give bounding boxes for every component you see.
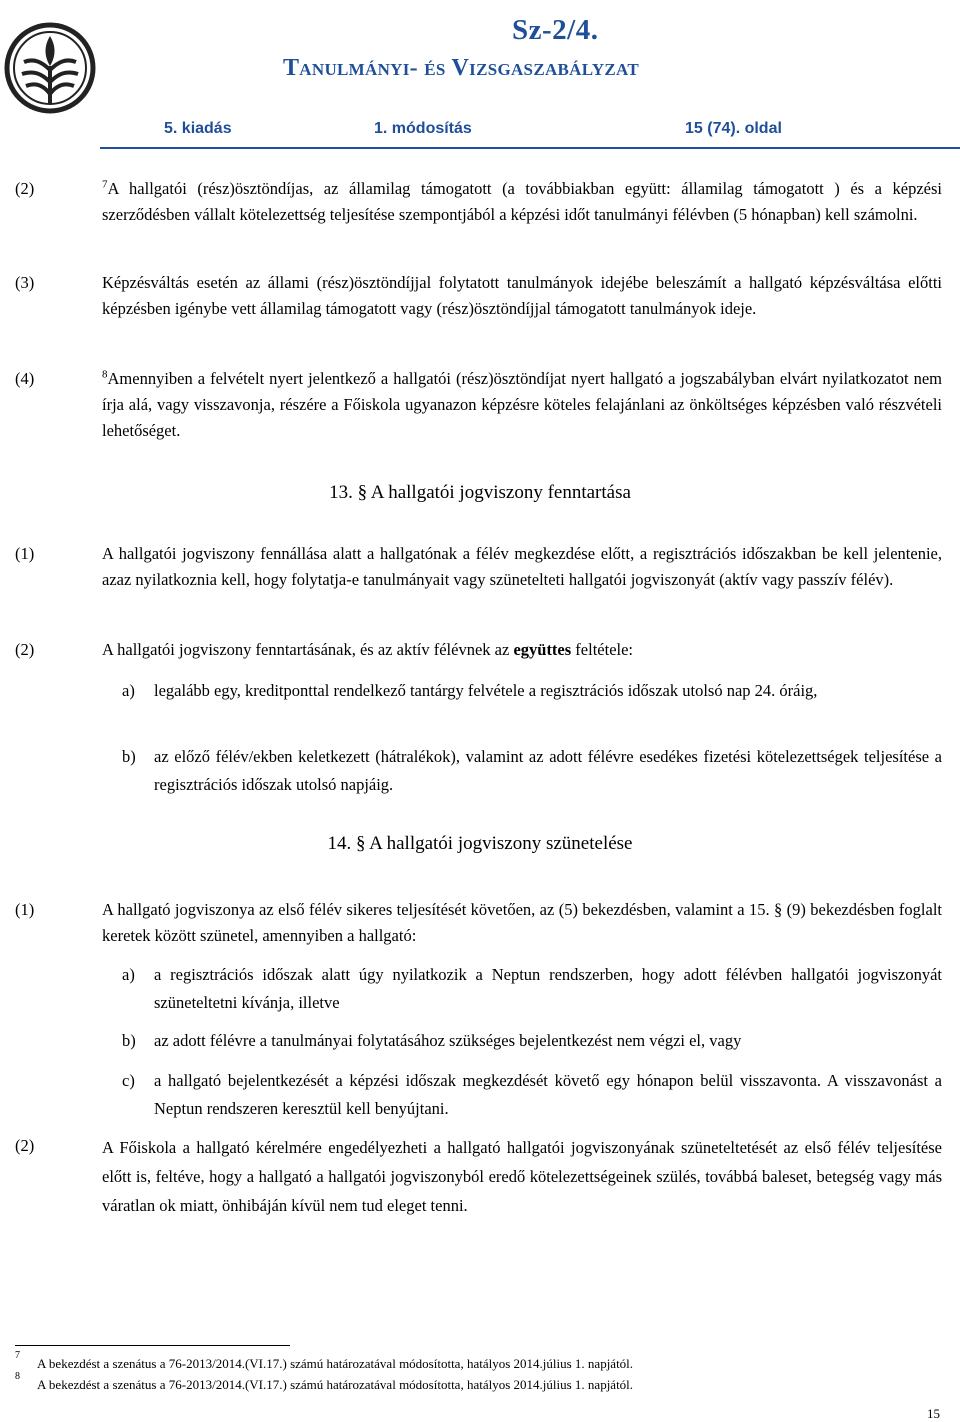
item-text: a regisztrációs időszak alatt úgy nyilatkozik a Neptun rendszerben, hogy adott félévben hallgatói jogviszonyát szüneteltetni kívánja, illetve — [154, 965, 942, 1012]
footnote-text: A bekezdést a szenátus a 76-2013/2014.(VI.17.) számú határozatával módosította, hatályos 2014.július 1. napjától. — [37, 1377, 634, 1392]
paragraph-text: Amennyiben a felvételt nyert jelentkező a hallgatói (rész)ösztöndíjat nyert hallgató a jogszabályban elvárt nyilatkozatot nem írja alá, vagy visszavonja, részére a Főiskola ugyanazon képzésre köteles felajánlani az önköltséges képzésben való részvételi lehetőséget. — [102, 369, 942, 440]
paragraph-number: (2) — [15, 640, 35, 659]
page-number: 15 — [927, 1406, 940, 1421]
s13-paragraph-1 — [15, 541, 942, 593]
s13-item-b — [122, 743, 942, 799]
s14-item-b — [122, 1027, 942, 1055]
paragraph-number: (1) — [15, 544, 35, 563]
emphasis-text: együttes — [513, 640, 572, 659]
item-label: c) — [122, 1071, 135, 1090]
paragraph-text: A Főiskola a hallgató kérelmére engedélyezheti a hallgató hallgatói jogviszonyának szüneteltetését az első félév teljesítése előtt is, feltéve, hogy a hallgató a hallgatói jogviszonyból eredő kötelezettségeinek szülés, továbbá baleset, betegség vagy más váratlan ok miatt, önhibáján kívül nem tud eleget tenni. — [102, 1138, 942, 1215]
s14-item-a — [122, 961, 942, 1017]
item-text: az adott félévre a tanulmányai folytatásához szükséges bejelentkezést nem végzi el, vagy — [154, 1031, 742, 1050]
item-label: b) — [122, 1031, 136, 1050]
page-reference: 15 (74). oldal — [685, 120, 782, 137]
item-label: a) — [122, 681, 135, 700]
paragraph-number: (4) — [15, 369, 35, 388]
document-code: Sz-2/4. — [512, 14, 599, 46]
footnote-ref: 8 — [102, 368, 108, 381]
paragraph-number: (3) — [15, 273, 35, 292]
paragraph-text: Képzésváltás esetén az állami (rész)ösztöndíjjal folytatott tanulmányok idejébe beleszámít a hallgató képzésváltása előtti képzésben igénybe vett államilag támogatott vagy (rész)ösztöndíjjal támogatott tanulmányok ideje. — [102, 273, 942, 318]
s14-item-c — [122, 1067, 942, 1123]
s14-paragraph-2 — [15, 1133, 942, 1220]
section-13-heading: 13. § A hallgatói jogviszony fenntartása — [329, 482, 631, 503]
item-text: legalább egy, kreditponttal rendelkező tantárgy felvétele a regisztrációs időszak utolsó nap 24. óráig, — [154, 681, 818, 700]
paragraph-text: A hallgatói (rész)ösztöndíjas, az államilag támogatott (a továbbiakban együtt: államilag támogatott ) és a képzési szerződésben vállalt kötelezettség teljesítése szempontjából a képzési időt tanulmányi félévben (5 hónapban) kell számolni. — [102, 179, 942, 224]
paragraph-4 — [15, 366, 942, 444]
paragraph-number: (1) — [15, 900, 35, 919]
paragraph-text-end: feltétele: — [571, 640, 634, 659]
footnote-text: A bekezdést a szenátus a 76-2013/2014.(VI.17.) számú határozatával módosította, hatályos 2014.július 1. napjától. — [37, 1356, 634, 1371]
item-text: az előző félév/ekben keletkezett (hátralékok), valamint az adott félévre esedékes fizetési kötelezettségek teljesítése a regisztrációs időszak utolsó napjáig. — [154, 747, 942, 794]
s13-item-a — [122, 677, 942, 705]
header-rule — [100, 147, 960, 149]
footnote-ref: 7 — [102, 178, 108, 191]
paragraph-3 — [15, 270, 942, 322]
footnote-number: 8 — [15, 1371, 20, 1382]
section-14-heading: 14. § A hallgatói jogviszony szünetelése — [327, 833, 633, 854]
paragraph-2 — [15, 176, 942, 228]
paragraph-number: (2) — [15, 179, 35, 198]
paragraph-number: (2) — [15, 1136, 35, 1155]
paragraph-text: A hallgató jogviszonya az első félév sikeres teljesítését követően, az (5) bekezdésben, valamint a 15. § (9) bekezdésben foglalt keretek között szünetel, amennyiben a hallgató: — [102, 900, 942, 945]
paragraph-text: A hallgatói jogviszony fennállása alatt a hallgatónak a félév megkezdése előtt, a regisztrációs időszakban be kell jelentenie, azaz nyilatkoznia kell, hogy folytatja-e tanulmányait vagy szünetelteti hallgatói jogviszonyát (aktív vagy passzív félév). — [102, 544, 942, 589]
institution-logo — [4, 22, 96, 114]
footnote-rule — [15, 1345, 290, 1346]
item-label: a) — [122, 965, 135, 984]
item-text: a hallgató bejelentkezését a képzési időszak megkezdését követő egy hónapon belül visszavonta. A visszavonást a Neptun rendszeren keresztül kell benyújtani. — [154, 1071, 942, 1118]
item-label: b) — [122, 747, 136, 766]
paragraph-text: A hallgatói jogviszony fenntartásának, és az aktív félévnek az — [102, 640, 514, 659]
s14-paragraph-1 — [15, 897, 942, 949]
document-title: Tanulmányi- és Vizsgaszabályzat — [283, 55, 639, 81]
footnote-number: 7 — [15, 1350, 20, 1361]
edition: 5. kiadás — [164, 120, 232, 137]
modification: 1. módosítás — [374, 120, 472, 137]
s13-paragraph-2 — [15, 637, 942, 663]
